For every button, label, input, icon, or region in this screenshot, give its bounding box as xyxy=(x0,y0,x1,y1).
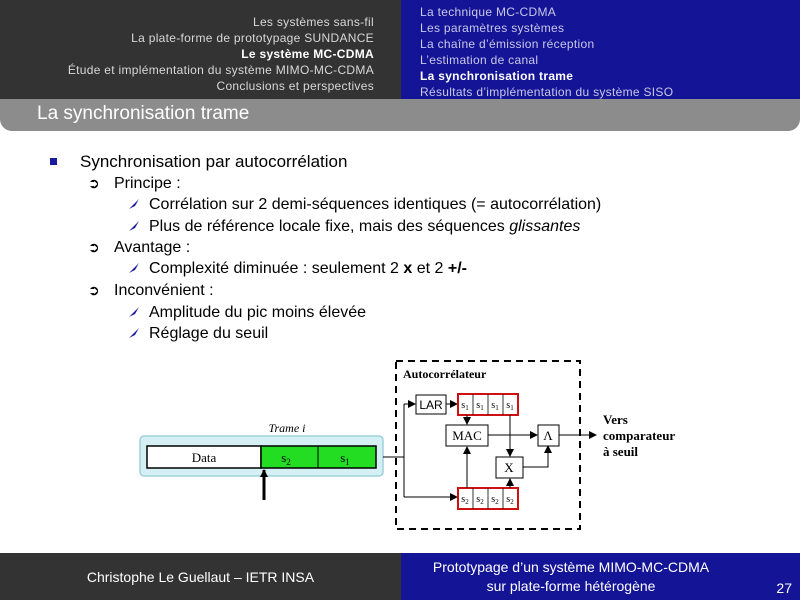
mult-to-delta xyxy=(523,446,548,467)
subnav-item-technique[interactable]: La technique MC-CDMA xyxy=(420,5,557,19)
nav-item-conclusions[interactable]: Conclusions et perspectives xyxy=(216,79,374,93)
subnav-item-chaine[interactable]: La chaîne d’émission réception xyxy=(420,37,595,51)
nav-item-mimo[interactable]: Étude et implémentation du système MIMO-MC-CDMA xyxy=(67,63,374,77)
bold-x: x xyxy=(403,260,413,277)
svg-text:s1: $s_1$ xyxy=(476,400,484,412)
lar-label: LAR xyxy=(419,398,443,412)
svg-text:s2: $s_2$ xyxy=(476,494,484,506)
s1-field-label: $s_1$ xyxy=(340,450,350,467)
bullet-text: Complexité diminuée : seulement 2 xyxy=(149,260,404,277)
s2-field-label: $s_2$ xyxy=(281,450,291,467)
output-label-line2: comparateur xyxy=(603,428,676,443)
output-label-line1: Vers xyxy=(603,412,628,427)
page-number: 27 xyxy=(776,580,792,596)
slide-title: La synchronisation trame xyxy=(37,103,250,124)
mac-label: MAC xyxy=(452,428,482,443)
nav-item-mc-cdma[interactable]: Le système MC-CDMA xyxy=(241,47,374,61)
frame-label: Trame i xyxy=(268,421,306,435)
bullet-text: Plus de référence locale fixe, mais des séquences xyxy=(149,218,510,235)
delta-label: Λ xyxy=(543,428,553,443)
subnav-item-resultats[interactable]: Résultats d’implémentation du système SISO xyxy=(420,85,674,99)
block-title: Autocorrélateur xyxy=(403,367,487,381)
bullet-text: Réglage du seuil xyxy=(149,325,269,342)
nav-item-plate-forme[interactable]: La plate-forme de prototypage SUNDANCE xyxy=(131,31,374,45)
svg-text:s1: $s_1$ xyxy=(491,400,499,412)
svg-text:s1: $s_1$ xyxy=(506,400,514,412)
footer-title-line2: sur plate-forme hétérogène xyxy=(486,578,656,594)
bullet-text: Amplitude du pic moins élevée xyxy=(149,304,367,321)
subnav-item-synchronisation[interactable]: La synchronisation trame xyxy=(420,69,574,83)
multiplier-label: X xyxy=(504,460,514,475)
output-label-line3: à seuil xyxy=(603,444,639,459)
emphasis-text: glissantes xyxy=(509,218,581,235)
bullet-text: Avantage : xyxy=(114,239,191,256)
bullet-text: Inconvénient : xyxy=(114,282,214,299)
subnav-item-estimation[interactable]: L’estimation de canal xyxy=(420,53,539,67)
footer-title-panel xyxy=(401,553,800,600)
svg-text:s1: $s_1$ xyxy=(461,400,469,412)
nav-item-systemes-sans-fil[interactable]: Les systèmes sans-fil xyxy=(252,15,374,29)
data-label: Data xyxy=(191,450,217,465)
svg-text:s2: $s_2$ xyxy=(461,494,469,506)
bullet-text: Corrélation sur 2 demi-séquences identiques (= autocorrélation) xyxy=(149,196,602,213)
bullet-text: Principe : xyxy=(114,175,181,192)
subnav-item-parametres[interactable]: Les paramètres systèmes xyxy=(420,21,565,35)
bullet-text-mid: et 2 xyxy=(412,260,448,277)
arrow-bullet-icon: ➲ xyxy=(88,239,100,255)
svg-text:s2: $s_2$ xyxy=(491,494,499,506)
arrow-bullet-icon: ➲ xyxy=(88,175,100,191)
arrow-bullet-icon: ➲ xyxy=(88,282,100,298)
footer-author: Christophe Le Guellaut – IETR INSA xyxy=(86,569,315,585)
bold-plusminus: +/- xyxy=(447,260,467,277)
footer-title-line1: Prototypage d’un système MIMO-MC-CDMA xyxy=(432,559,710,575)
bullet-text: Synchronisation par autocorrélation xyxy=(80,152,348,171)
svg-text:s2: $s_2$ xyxy=(506,494,514,506)
footer-author-panel xyxy=(0,553,401,600)
